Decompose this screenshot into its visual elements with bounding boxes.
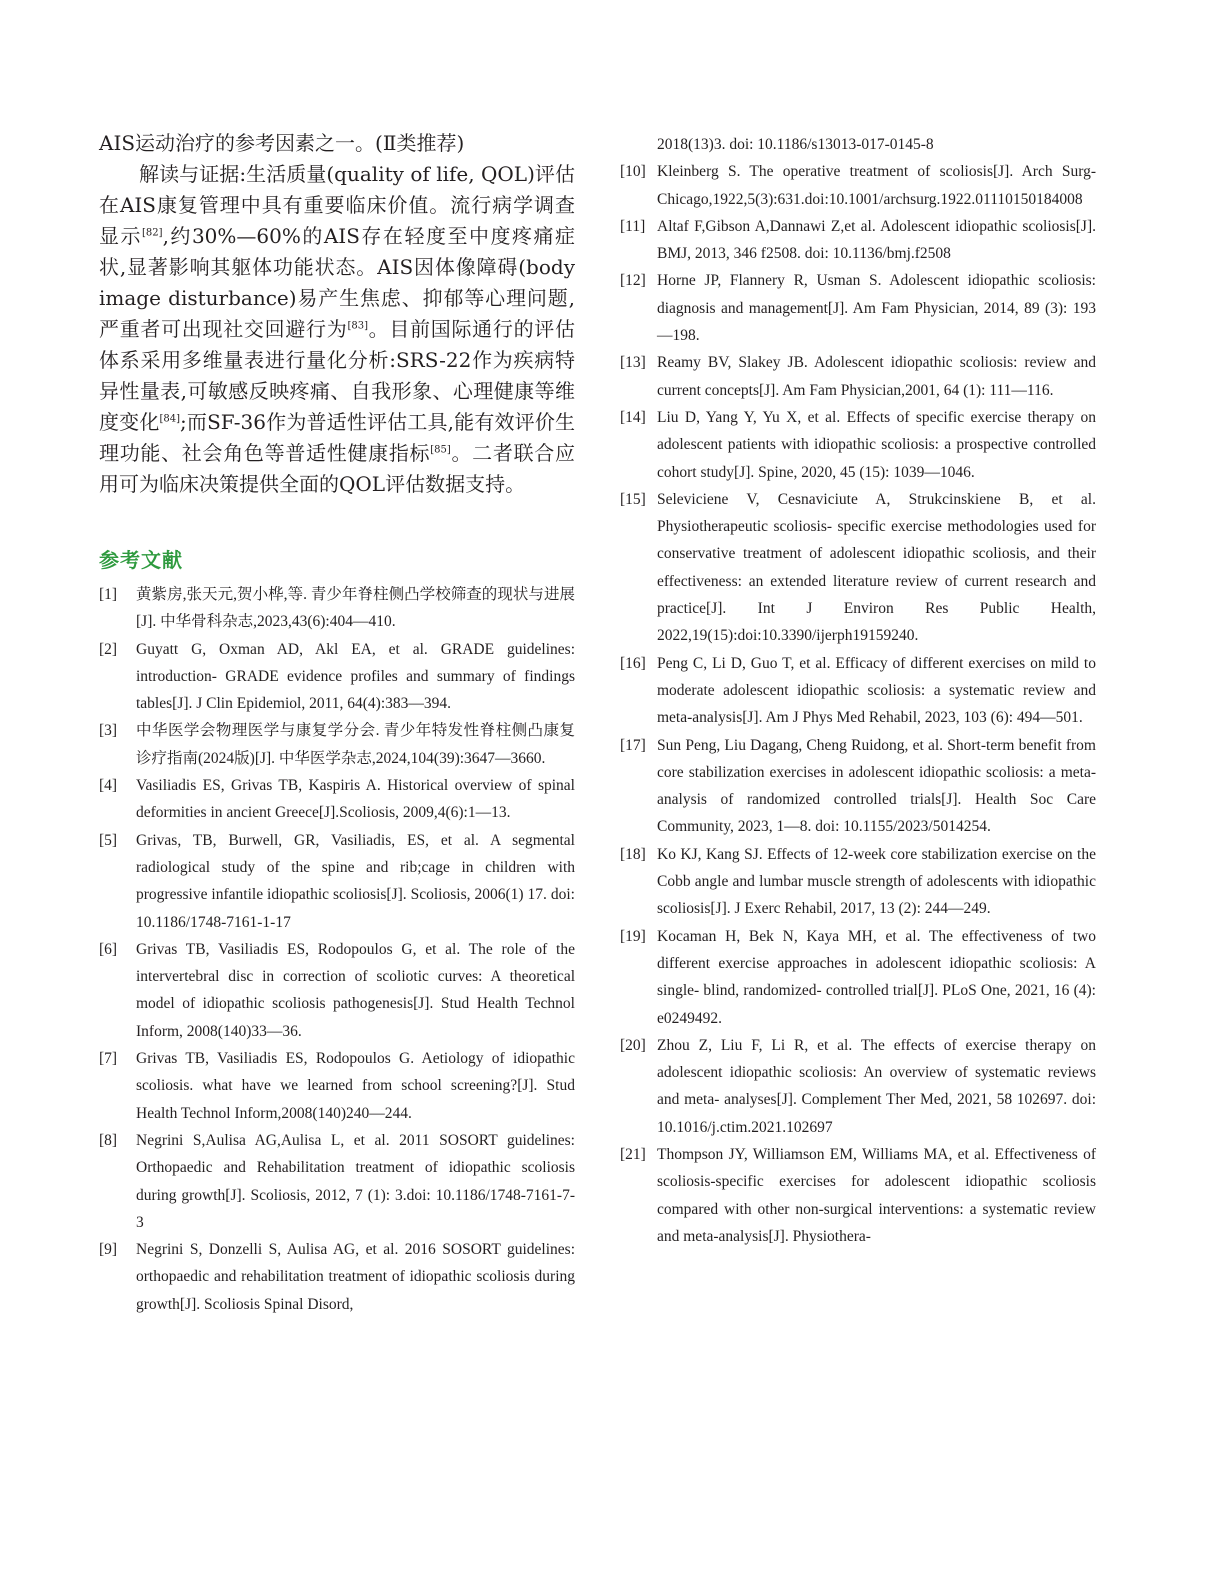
reference-number: [2] <box>99 640 118 658</box>
reference-item <box>620 841 1096 923</box>
reference-number: [14] <box>620 408 646 426</box>
reference-text: Reamy BV, Slakey JB. Adolescent idiopathic scoliosis: review and current concepts[J]. Am Fam Physician,2001, 64 (1): 111—116. <box>657 354 1096 399</box>
reference-item <box>620 404 1096 486</box>
citation-link[interactable]: [82] <box>142 227 163 239</box>
reference-text: Ko KJ, Kang SJ. Effects of 12-week core stabilization exercise on the Cobb angle and lumbar muscle strength of adolescents with idiopathic scoliosis[J]. J Exerc Rehabil, 2017, 13 (2): 244—249. <box>657 845 1096 918</box>
body-line-recommendation: AIS运动治疗的参考因素之一。(Ⅱ类推荐) <box>99 131 465 155</box>
reference-item <box>99 717 575 772</box>
reference-number: [21] <box>620 1145 646 1163</box>
reference-item <box>620 650 1096 732</box>
reference-number: [8] <box>99 1131 118 1149</box>
reference-number: [4] <box>99 777 118 795</box>
reference-text: Zhou Z, Liu F, Li R, et al. The effects of exercise therapy on adolescent idiopathic scoliosis: An overview of systematic reviews and meta- analyses[J]. Complement Ther Med, 2021, 58 102697. doi: 10.1016/j.ctim.2021.102697 <box>657 1036 1096 1136</box>
right-column <box>620 131 1096 1250</box>
reference-text: Grivas TB, Vasiliadis ES, Rodopoulos G. Aetiology of idiopathic scoliosis. what have we learned from school screening?[J]. Stud Health Technol Inform,2008(140)240—244. <box>136 1050 575 1122</box>
reference-item <box>99 636 575 718</box>
reference-item <box>99 1127 575 1236</box>
reference-text: Thompson JY, Williamson EM, Williams MA, et al. Effectiveness of scoliosis-specific exercises for adolescent idiopathic scoliosis compared with other non-surgical interventions: a systematic review and meta-analysis[J]. Physiothera- <box>657 1145 1096 1245</box>
reference-text: Negrini S,Aulisa AG,Aulisa L, et al. 2011 SOSORT guidelines: Orthopaedic and Rehabilitation treatment of idiopathic scoliosis during growth[J]. Scoliosis, 2012, 7 (1): 3.doi: 10.1186/1748-7161-7-3 <box>136 1131 575 1231</box>
reference-text: Peng C, Li D, Guo T, et al. Efficacy of different exercises on mild to moderate adolescent idiopathic scoliosis: a systematic review and meta-analysis[J]. Am J Phys Med Rehabil, 2023, 103 (6): 494—501. <box>657 654 1096 727</box>
reference-text: Vasiliadis ES, Grivas TB, Kaspiris A. Historical overview of spinal deformities in ancient Greece[J].Scoliosis, 2009,4(6):1—13. <box>136 777 575 822</box>
reference-item <box>620 158 1096 213</box>
reference-item <box>620 1141 1096 1250</box>
reference-item <box>99 827 575 936</box>
reference-item <box>620 267 1096 349</box>
reference-number: [20] <box>620 1036 646 1054</box>
reference-item <box>620 1032 1096 1141</box>
reference-number: [11] <box>620 217 646 235</box>
reference-number: [10] <box>620 163 646 181</box>
reference-item <box>620 349 1096 404</box>
reference-number: [18] <box>620 845 646 863</box>
reference-text: Kleinberg S. The operative treatment of scoliosis[J]. Arch Surg-Chicago,1922,5(3):631.doi:10.1001/archsurg.1922.01110150184008 <box>657 163 1096 208</box>
reference-text: Grivas TB, Vasiliadis ES, Rodopoulos G, et al. The role of the intervertebral disc in correction of scoliotic curves: A theoretical model of idiopathic scoliosis pathogenesis[J]. Stud Health Technol Inform, 2008(140)33—36. <box>136 940 575 1040</box>
references-list-right <box>620 158 1096 1250</box>
body-text-part: 解读与证据:生活质量(quality of life, QOL)评估在AIS康复管理中具有重要临床价值。流行病学调查显示 <box>99 162 575 248</box>
reference-item <box>620 923 1096 1032</box>
reference-number: [16] <box>620 654 646 672</box>
body-text-part: ,约30%—60%的AIS存在轻度至中度疼痛症状,显著影响其躯体功能状态。AIS因体像障碍(body image disturbance)易产生焦虑、抑郁等心理问题,严重者可出现社交回避行为 <box>99 224 576 341</box>
reference-text: Horne JP, Flannery R, Usman S. Adolescent idiopathic scoliosis: diagnosis and management[J]. Am Fam Physician, 2014, 89 (3): 193—198. <box>657 272 1096 345</box>
reference-item <box>620 213 1096 268</box>
citation-link[interactable]: [84] <box>159 413 181 425</box>
left-column <box>99 128 575 1318</box>
reference-number: [13] <box>620 354 646 372</box>
reference-text: Kocaman H, Bek N, Kaya MH, et al. The effectiveness of two different exercise approaches in adolescent idiopathic scoliosis: A single- blind, randomized- controlled trial[J]. PLoS One, 2021, 16 (4): e0249492. <box>657 927 1096 1027</box>
reference-number: [5] <box>99 831 118 849</box>
reference-number: [12] <box>620 272 646 290</box>
reference-text: Guyatt G, Oxman AD, Akl EA, et al. GRADE guidelines: introduction- GRADE evidence profiles and summary of findings tables[J]. J Clin Epidemiol, 2011, 64(4):383—394. <box>136 640 575 713</box>
references-list-left <box>99 581 575 1318</box>
reference-text: Negrini S, Donzelli S, Aulisa AG, et al. 2016 SOSORT guidelines: orthopaedic and rehabilitation treatment of idiopathic scoliosis during growth[J]. Scoliosis Spinal Disord, <box>136 1241 575 1313</box>
citation-link[interactable]: [85] <box>430 444 451 456</box>
reference-text: Seleviciene V, Cesnaviciute A, Strukcinskiene B, et al. Physiotherapeutic scoliosis- specific exercise methodologies used for conservative treatment of adolescent idiopathic scoliosis, and their effectiveness: an extended literature review of current research and practice[J]. Int J Environ Res Public Health, 2022,19(15):doi:10.3390/ijerph19159240. <box>657 490 1096 645</box>
reference-continuation: 2018(13)3. doi: 10.1186/s13013-017-0145-8 <box>657 136 934 153</box>
reference-number: [17] <box>620 736 646 754</box>
reference-text: 中华医学会物理医学与康复学分会. 青少年特发性脊柱侧凸康复诊疗指南(2024版)[J]. 中华医学杂志,2024,104(39):3647—3660. <box>136 722 575 767</box>
reference-item <box>99 1045 575 1127</box>
reference-number: [15] <box>620 490 646 508</box>
reference-text: Sun Peng, Liu Dagang, Cheng Ruidong, et al. Short-term benefit from core stabilization exercises in adolescent idiopathic scoliosis: a meta- analysis of randomized controlled trials[J]. Health Soc Care Community, 2023, 1—8. doi: 10.1155/2023/5014254. <box>657 736 1096 836</box>
reference-text: Liu D, Yang Y, Yu X, et al. Effects of specific exercise therapy on adolescent patients with idiopathic scoliosis: a prospective controlled cohort study[J]. Spine, 2020, 45 (15): 1039—1046. <box>657 408 1096 481</box>
reference-text: Altaf F,Gibson A,Dannawi Z,et al. Adolescent idiopathic scoliosis[J]. BMJ, 2013, 346 f2508. doi: 10.1136/bmj.f2508 <box>657 217 1096 263</box>
reference-item <box>99 581 575 636</box>
reference-number: [19] <box>620 927 646 945</box>
reference-number: [9] <box>99 1241 118 1259</box>
reference-number: [1] <box>99 586 118 603</box>
reference-item <box>620 486 1096 650</box>
body-text-part: 。二者联合应用可为临床决策提供全面的QOL评估数据支持。 <box>99 441 575 496</box>
reference-number: [3] <box>99 722 118 740</box>
reference-item <box>99 936 575 1045</box>
reference-item <box>99 772 575 827</box>
references-heading: 参考文献 <box>99 548 183 572</box>
reference-number: [7] <box>99 1050 118 1068</box>
reference-text: 黄紫房,张天元,贺小桦,等. 青少年脊柱侧凸学校筛查的现状与进展[J]. 中华骨科杂志,2023,43(6):404—410. <box>136 586 575 631</box>
citation-link[interactable]: [83] <box>347 320 368 332</box>
reference-text: Grivas, TB, Burwell, GR, Vasiliadis, ES, et al. A segmental radiological study of the spine and rib;cage in children with progressive infantile idiopathic scoliosis[J]. Scoliosis, 2006(1) 17. doi: 10.1186/1748-7161-1-17 <box>136 831 575 931</box>
body-text-part: ;而SF-36作为普适性评估工具,能有效评价生理功能、社会角色等普适性健康指标 <box>99 410 576 465</box>
reference-item <box>620 732 1096 841</box>
reference-item <box>99 1236 575 1318</box>
body-paragraph-qol <box>99 159 575 500</box>
reference-number: [6] <box>99 940 118 958</box>
body-text-part: 。目前国际通行的评估体系采用多维量表进行量化分析:SRS-22作为疾病特异性量表,可敏感反映疼痛、自我形象、心理健康等维度变化 <box>99 317 575 434</box>
